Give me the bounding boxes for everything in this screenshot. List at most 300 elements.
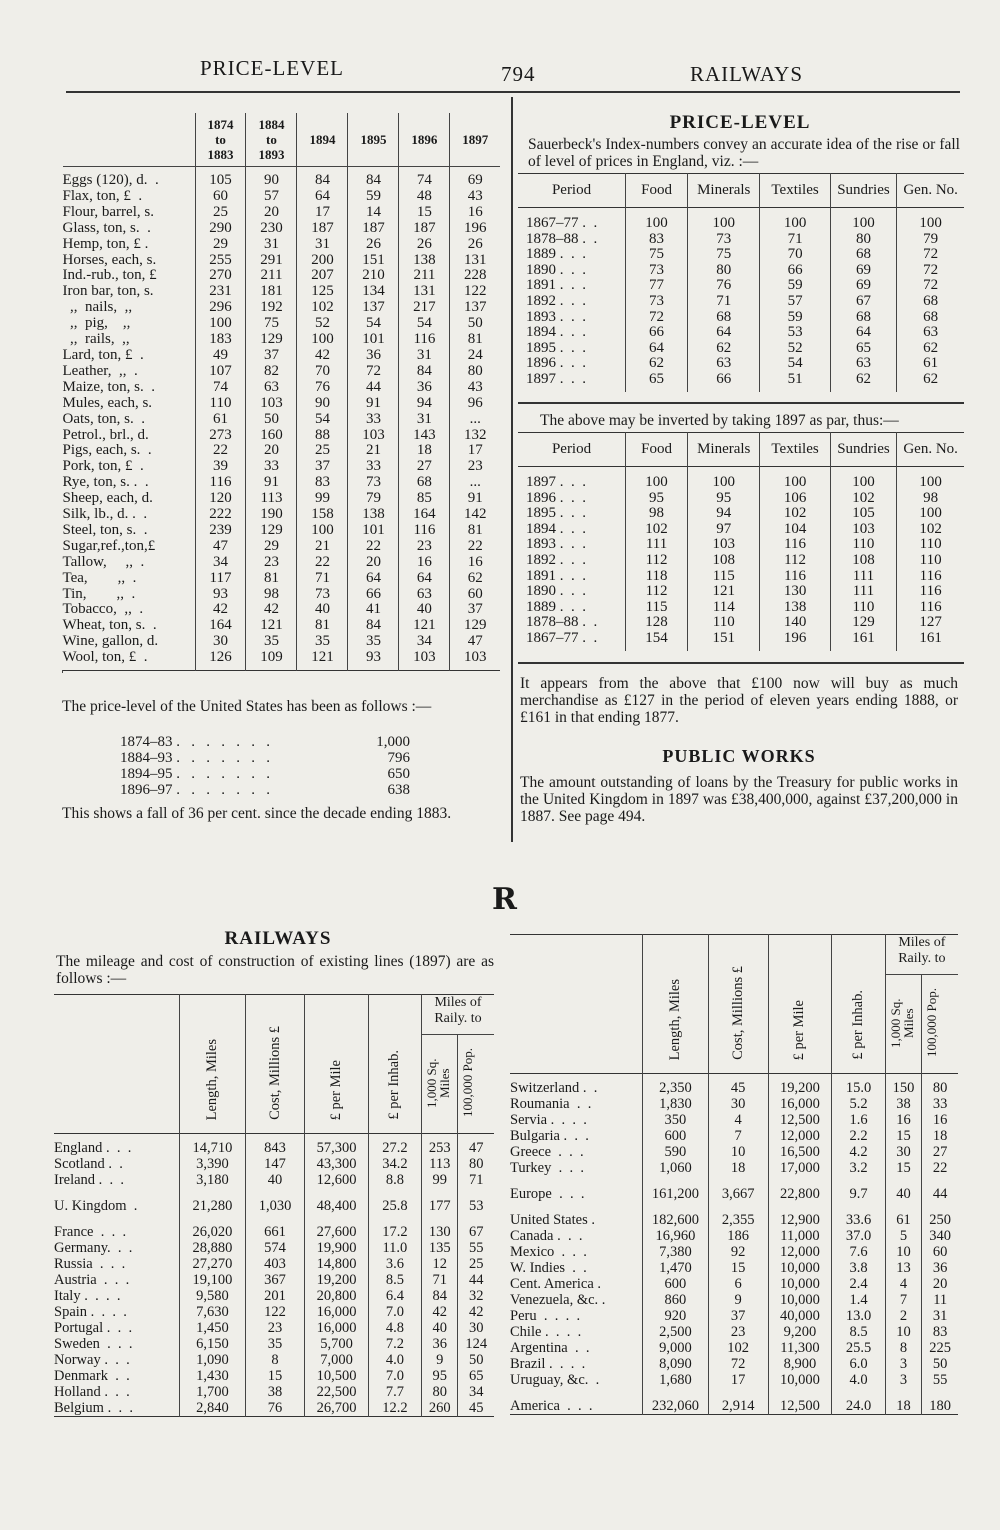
- railway-cell: 1,680: [642, 1372, 708, 1388]
- table-row: [510, 1244, 958, 1260]
- table-row: [518, 522, 964, 538]
- railway-cell: 67: [458, 1224, 494, 1240]
- spacer-cell: [245, 1188, 304, 1198]
- price-cell: 222: [195, 507, 246, 523]
- railway-cell: 4.0: [832, 1372, 885, 1388]
- table-row: [54, 1256, 494, 1272]
- railway-cell: 10,000: [768, 1292, 832, 1308]
- railway-cell: 27.2: [368, 1134, 421, 1157]
- index-cell: 62: [830, 372, 897, 392]
- price-cell: 84: [399, 364, 450, 380]
- column-header: 1874 to 1883: [195, 113, 246, 167]
- table-row: [63, 348, 501, 364]
- footer-rule: [54, 1417, 494, 1420]
- index-cell: 116: [760, 537, 830, 553]
- price-cell: 74: [399, 167, 450, 189]
- railway-cell: 8.5: [368, 1272, 421, 1288]
- price-cell: 190: [246, 507, 297, 523]
- column-header-text: £ per Mile: [328, 1059, 345, 1120]
- table-row: [63, 268, 501, 284]
- index-cell: 73: [626, 263, 688, 279]
- country-label: Russia . . .: [54, 1256, 126, 1272]
- index-cell: 110: [830, 600, 897, 616]
- railway-cell: 27: [922, 1144, 958, 1160]
- table-row: [63, 571, 501, 587]
- railway-cell: 15: [885, 1128, 922, 1144]
- price-cell: 210: [348, 268, 399, 284]
- railway-cell: 2.4: [832, 1276, 885, 1292]
- railway-cell: 186: [708, 1228, 768, 1244]
- price-cell: 120: [195, 491, 246, 507]
- railway-cell: 7.6: [832, 1244, 885, 1260]
- index-cell: 100: [626, 467, 688, 491]
- table-row: [63, 412, 501, 428]
- price-cell: 35: [246, 634, 297, 650]
- index-cell: 72: [897, 263, 964, 279]
- table-row: [510, 1324, 958, 1340]
- price-cell: 37: [297, 459, 348, 475]
- spacer-cell: [642, 1202, 708, 1212]
- spacer-cell: [368, 1214, 421, 1224]
- price-cell: 54: [399, 316, 450, 332]
- table-row: [63, 587, 501, 603]
- price-cell: 84: [297, 167, 348, 189]
- spacer-cell: [768, 1176, 832, 1186]
- price-cell: 90: [246, 167, 297, 189]
- index-cell: 64: [830, 325, 897, 341]
- railway-cell: 3: [885, 1356, 922, 1372]
- index-cell: 62: [897, 341, 964, 357]
- spacer-row: [510, 1202, 958, 1212]
- index-cell: 73: [626, 294, 688, 310]
- table-row: [518, 247, 964, 263]
- section-letter: R: [492, 882, 517, 917]
- price-cell: 21: [297, 539, 348, 555]
- country-label: Chile . . . .: [510, 1324, 582, 1340]
- railway-cell: 10: [708, 1144, 768, 1160]
- column-header: Sundries: [830, 174, 897, 208]
- railway-cell: 12: [421, 1256, 457, 1272]
- price-cell: 81: [246, 571, 297, 587]
- railway-cell: 31: [922, 1308, 958, 1324]
- railway-cell: 8: [885, 1340, 922, 1356]
- sub-column-header-text: 100,000 Pop.: [460, 1048, 476, 1118]
- commodity-price-table: [62, 113, 500, 673]
- railway-cell: 48,400: [305, 1198, 369, 1214]
- price-cell: 91: [450, 491, 500, 507]
- railway-cell: 44: [458, 1272, 494, 1288]
- index-cell: 66: [760, 263, 830, 279]
- railway-cell: 8.5: [832, 1324, 885, 1340]
- price-cell: 24: [450, 348, 500, 364]
- railway-cell: 7: [708, 1128, 768, 1144]
- railway-cell: 1.6: [832, 1112, 885, 1128]
- price-cell: 22: [450, 539, 500, 555]
- railway-cell: 16,000: [305, 1320, 369, 1336]
- commodity-label: Horses, each, s.: [62, 251, 157, 268]
- price-cell: 18: [399, 443, 450, 459]
- price-cell: 47: [195, 539, 246, 555]
- index-cell: 151: [688, 631, 760, 651]
- price-cell: 33: [246, 459, 297, 475]
- index-cell: 100: [688, 467, 760, 491]
- price-cell: 50: [450, 316, 500, 332]
- table-row: [518, 491, 964, 507]
- railway-cell: 53: [458, 1198, 494, 1214]
- country-label: Switzerland . .: [510, 1080, 598, 1096]
- railway-cell: 7.7: [368, 1384, 421, 1400]
- railway-cell: 3,390: [180, 1156, 246, 1172]
- price-cell: 62: [450, 571, 500, 587]
- spacer-cell: [708, 1176, 768, 1186]
- price-cell: 63: [246, 380, 297, 396]
- price-cell: 29: [246, 539, 297, 555]
- table-row: [63, 189, 501, 205]
- country-label: Uruguay, &c. .: [510, 1372, 600, 1388]
- commodity-label: Tobacco, ,, .: [62, 601, 144, 618]
- spacer-cell: [458, 1214, 494, 1224]
- price-cell: 47: [450, 634, 500, 650]
- table-row: [63, 332, 501, 348]
- railway-cell: 11,300: [768, 1340, 832, 1356]
- sub-column-header-text: 100,000 Pop.: [924, 988, 940, 1058]
- spacer-cell: [245, 1214, 304, 1224]
- table-row: [63, 300, 501, 316]
- period-label: 1889 . . .: [526, 246, 586, 263]
- table-row: [54, 1288, 494, 1304]
- railway-cell: 76: [245, 1400, 304, 1417]
- country-label: Austria . . .: [54, 1272, 130, 1288]
- spacer-cell: [305, 1214, 369, 1224]
- index-cell: 98: [626, 506, 688, 522]
- spacer-cell: [368, 1188, 421, 1198]
- price-cell: 26: [399, 237, 450, 253]
- price-cell: 64: [399, 571, 450, 587]
- inverted-intro: The above may be inverted by taking 1897 as par, thus:—: [540, 412, 899, 429]
- list-item: [120, 766, 410, 782]
- period-label: 1892 . . .: [526, 292, 586, 309]
- index-cell: 111: [830, 584, 897, 600]
- price-cell: 54: [297, 412, 348, 428]
- price-cell: 129: [450, 618, 500, 634]
- railway-cell: 4.8: [368, 1320, 421, 1336]
- table-row: [518, 208, 964, 232]
- country-header: [54, 995, 180, 1134]
- column-divider: [511, 97, 513, 842]
- railway-cell: 10,000: [768, 1372, 832, 1388]
- railway-cell: 45: [708, 1074, 768, 1097]
- index-cell: 103: [688, 537, 760, 553]
- railway-cell: 40: [885, 1186, 922, 1202]
- column-header: Food: [626, 433, 688, 467]
- spacer-cell: [421, 1214, 457, 1224]
- price-cell: 40: [399, 602, 450, 618]
- price-cell: 37: [246, 348, 297, 364]
- table-row: [63, 428, 501, 444]
- price-cell: 131: [399, 284, 450, 300]
- public-works-heading: PUBLIC WORKS: [662, 746, 816, 766]
- price-cell: 83: [297, 475, 348, 491]
- railway-cell: 33: [922, 1096, 958, 1112]
- table-row: [63, 602, 501, 618]
- price-cell: 72: [348, 364, 399, 380]
- us-price-list: [120, 734, 410, 798]
- table-row: [63, 205, 501, 221]
- railway-cell: 40,000: [768, 1308, 832, 1324]
- period-label: 1890 . . .: [526, 583, 586, 600]
- railway-cell: 27,270: [180, 1256, 246, 1272]
- table-row: [518, 325, 964, 341]
- list-item: [120, 750, 410, 766]
- index-cell: 66: [626, 325, 688, 341]
- price-cell: 181: [246, 284, 297, 300]
- railway-cell: 47: [458, 1134, 494, 1157]
- commodity-label: Silk, lb., d. . .: [62, 506, 148, 523]
- railway-cell: 340: [922, 1228, 958, 1244]
- header-rule: [66, 91, 960, 93]
- index-cell: 94: [688, 506, 760, 522]
- price-cell: 49: [195, 348, 246, 364]
- column-header: [708, 935, 768, 1074]
- index-cell: 111: [830, 569, 897, 585]
- column-header: Minerals: [688, 433, 760, 467]
- price-cell: 60: [450, 587, 500, 603]
- price-cell: 98: [246, 587, 297, 603]
- table-footer: [54, 1417, 494, 1420]
- country-label: Denmark . .: [54, 1368, 130, 1384]
- price-cell: 73: [348, 475, 399, 491]
- column-header: Food: [626, 174, 688, 208]
- price-cell: 40: [297, 602, 348, 618]
- index-cell: 110: [897, 537, 964, 553]
- country-label: Cent. America .: [510, 1276, 602, 1292]
- column-header-text: £ per Inhab.: [386, 1050, 403, 1120]
- price-cell: 15: [399, 205, 450, 221]
- railway-cell: 9.7: [832, 1186, 885, 1202]
- header-row: [54, 995, 494, 1035]
- column-header: Gen. No.: [897, 433, 964, 467]
- index-cell: 80: [688, 263, 760, 279]
- railway-cell: 24.0: [832, 1398, 885, 1415]
- railway-cell: 11.0: [368, 1240, 421, 1256]
- railway-cell: 130: [421, 1224, 457, 1240]
- railway-cell: 574: [245, 1240, 304, 1256]
- railway-cell: 12,000: [768, 1128, 832, 1144]
- price-cell: 103: [246, 396, 297, 412]
- price-level-intro: Sauerbeck's Index-numbers convey an accurate idea of the rise or fall of level of prices in England, viz. :—: [528, 136, 960, 170]
- public-works-text: The amount outstanding of loans by the Treasury for public works in the United Kingdom in 1897 was £38,400,000, against £37,200,000 in 1887. See page 494.: [520, 774, 958, 825]
- column-header: 1884 to 1893: [246, 113, 297, 167]
- price-cell: 22: [297, 555, 348, 571]
- railway-cell: 2,914: [708, 1398, 768, 1415]
- price-cell: 137: [348, 300, 399, 316]
- railway-cell: 44: [922, 1186, 958, 1202]
- price-cell: 137: [450, 300, 500, 316]
- railway-cell: 18: [922, 1128, 958, 1144]
- railway-cell: 37: [708, 1308, 768, 1324]
- index-cell: 105: [830, 506, 897, 522]
- index-cell: 154: [626, 631, 688, 651]
- index-cell: 116: [897, 600, 964, 616]
- price-cell: 255: [195, 253, 246, 269]
- railway-cell: 600: [642, 1128, 708, 1144]
- index-cell: 65: [626, 372, 688, 392]
- railway-cell: 2.2: [832, 1128, 885, 1144]
- railway-cell: 920: [642, 1308, 708, 1324]
- index-cell: 83: [626, 232, 688, 248]
- railway-cell: 12,000: [768, 1244, 832, 1260]
- price-cell: 187: [399, 221, 450, 237]
- price-cell: 211: [399, 268, 450, 284]
- price-cell: 84: [348, 618, 399, 634]
- price-cell: 164: [399, 507, 450, 523]
- index-cell: 104: [760, 522, 830, 538]
- price-cell: 23: [399, 539, 450, 555]
- column-header-text: Cost, Millions £: [729, 966, 746, 1060]
- price-cell: 44: [348, 380, 399, 396]
- price-cell: 64: [348, 571, 399, 587]
- spacer-cell: [832, 1388, 885, 1398]
- railway-cell: 2: [885, 1308, 922, 1324]
- commodity-label: Tin, ,, .: [62, 585, 136, 602]
- index-cell: 63: [897, 325, 964, 341]
- price-cell: 291: [246, 253, 297, 269]
- table-row: [63, 316, 501, 332]
- price-cell: 60: [195, 189, 246, 205]
- price-cell: 23: [450, 459, 500, 475]
- table-row: [54, 1368, 494, 1384]
- column-header: Gen. No.: [897, 174, 964, 208]
- railway-cell: 1,700: [180, 1384, 246, 1400]
- railway-cell: 9: [708, 1292, 768, 1308]
- column-header-text: Length, Miles: [203, 1038, 220, 1120]
- table-row: [63, 380, 501, 396]
- column-header: [368, 995, 421, 1134]
- column-header-text: £ per Inhab.: [850, 990, 867, 1060]
- railway-cell: 84: [421, 1288, 457, 1304]
- commodity-label: Steel, ton, s. .: [62, 521, 148, 538]
- spacer-cell: [510, 1176, 642, 1186]
- commodity-label: Leather, ,, .: [62, 362, 138, 379]
- sub-column-header: [421, 1035, 457, 1134]
- period-label: 1878–88 . .: [526, 614, 598, 631]
- price-cell: 20: [246, 443, 297, 459]
- railways-heading: RAILWAYS: [224, 928, 332, 949]
- railways-table-right: [510, 934, 958, 1417]
- price-cell: 76: [297, 380, 348, 396]
- railway-cell: 1,470: [642, 1260, 708, 1276]
- railway-cell: 92: [708, 1244, 768, 1260]
- country-label: Belgium . . .: [54, 1400, 133, 1416]
- price-cell: 34: [399, 634, 450, 650]
- railway-cell: 8.8: [368, 1172, 421, 1188]
- period-label: 1895 . . .: [526, 505, 586, 522]
- index-cell: 118: [626, 569, 688, 585]
- railway-cell: 6,150: [180, 1336, 246, 1352]
- railway-cell: 50: [922, 1356, 958, 1372]
- index-cell: 110: [688, 615, 760, 631]
- period-label: 1897 . . .: [526, 474, 586, 490]
- railway-cell: 23: [245, 1320, 304, 1336]
- price-cell: 239: [195, 523, 246, 539]
- index-cell: 66: [688, 372, 760, 392]
- spacer-cell: [180, 1188, 246, 1198]
- price-cell: 99: [297, 491, 348, 507]
- railway-cell: 72: [708, 1356, 768, 1372]
- spacer-cell: [885, 1388, 922, 1398]
- table-row: [518, 569, 964, 585]
- price-level-heading: PRICE-LEVEL: [669, 112, 811, 133]
- railway-cell: 14,710: [180, 1134, 246, 1157]
- railway-cell: 16,000: [305, 1304, 369, 1320]
- spacer-row: [54, 1214, 494, 1224]
- railway-cell: 40: [245, 1172, 304, 1188]
- price-cell: 42: [297, 348, 348, 364]
- column-header: Period: [551, 441, 592, 457]
- railway-cell: 55: [458, 1240, 494, 1256]
- price-cell: 105: [195, 167, 246, 189]
- index-cell: 75: [688, 247, 760, 263]
- railway-cell: 42: [458, 1304, 494, 1320]
- railway-cell: 147: [245, 1156, 304, 1172]
- price-cell: 100: [195, 316, 246, 332]
- table-header: [54, 995, 494, 1134]
- railway-cell: 9,000: [642, 1340, 708, 1356]
- table-row: [518, 356, 964, 372]
- railway-cell: 7.0: [368, 1304, 421, 1320]
- spacer-cell: [922, 1202, 958, 1212]
- sub-column-header: [885, 975, 922, 1074]
- sauerbeck-inverted-table: [518, 432, 964, 651]
- railway-cell: 3,667: [708, 1186, 768, 1202]
- railway-cell: 7,380: [642, 1244, 708, 1260]
- price-cell: 36: [348, 348, 399, 364]
- table-row: [510, 1276, 958, 1292]
- price-cell: 82: [246, 364, 297, 380]
- country-label: Bulgaria . . .: [510, 1128, 589, 1144]
- price-cell: 59: [348, 189, 399, 205]
- price-cell: 26: [450, 237, 500, 253]
- railway-cell: 2,355: [708, 1212, 768, 1228]
- railway-cell: 25.8: [368, 1198, 421, 1214]
- index-cell: 95: [626, 491, 688, 507]
- railway-cell: 150: [885, 1074, 922, 1097]
- price-cell: 164: [195, 618, 246, 634]
- price-cell: 217: [399, 300, 450, 316]
- price-cell: 91: [246, 475, 297, 491]
- railway-cell: 17: [708, 1372, 768, 1388]
- table-row: [510, 1074, 958, 1097]
- price-cell: 129: [246, 332, 297, 348]
- price-cell: 121: [246, 618, 297, 634]
- spacer-cell: [458, 1188, 494, 1198]
- railway-cell: 17,000: [768, 1160, 832, 1176]
- commodity-label: Tallow, ,, .: [62, 553, 145, 570]
- country-label: Germany. . .: [54, 1240, 133, 1256]
- railway-cell: 80: [421, 1384, 457, 1400]
- table-row: [54, 1400, 494, 1417]
- railway-cell: 83: [922, 1324, 958, 1340]
- railway-cell: 25.5: [832, 1340, 885, 1356]
- spacer-cell: [54, 1188, 180, 1198]
- railway-cell: 33.6: [832, 1212, 885, 1228]
- index-cell: 69: [830, 278, 897, 294]
- footer-row: [510, 1415, 958, 1418]
- table-row: [518, 631, 964, 651]
- index-cell: 63: [688, 356, 760, 372]
- price-cell: 142: [450, 507, 500, 523]
- railway-cell: 3.6: [368, 1256, 421, 1272]
